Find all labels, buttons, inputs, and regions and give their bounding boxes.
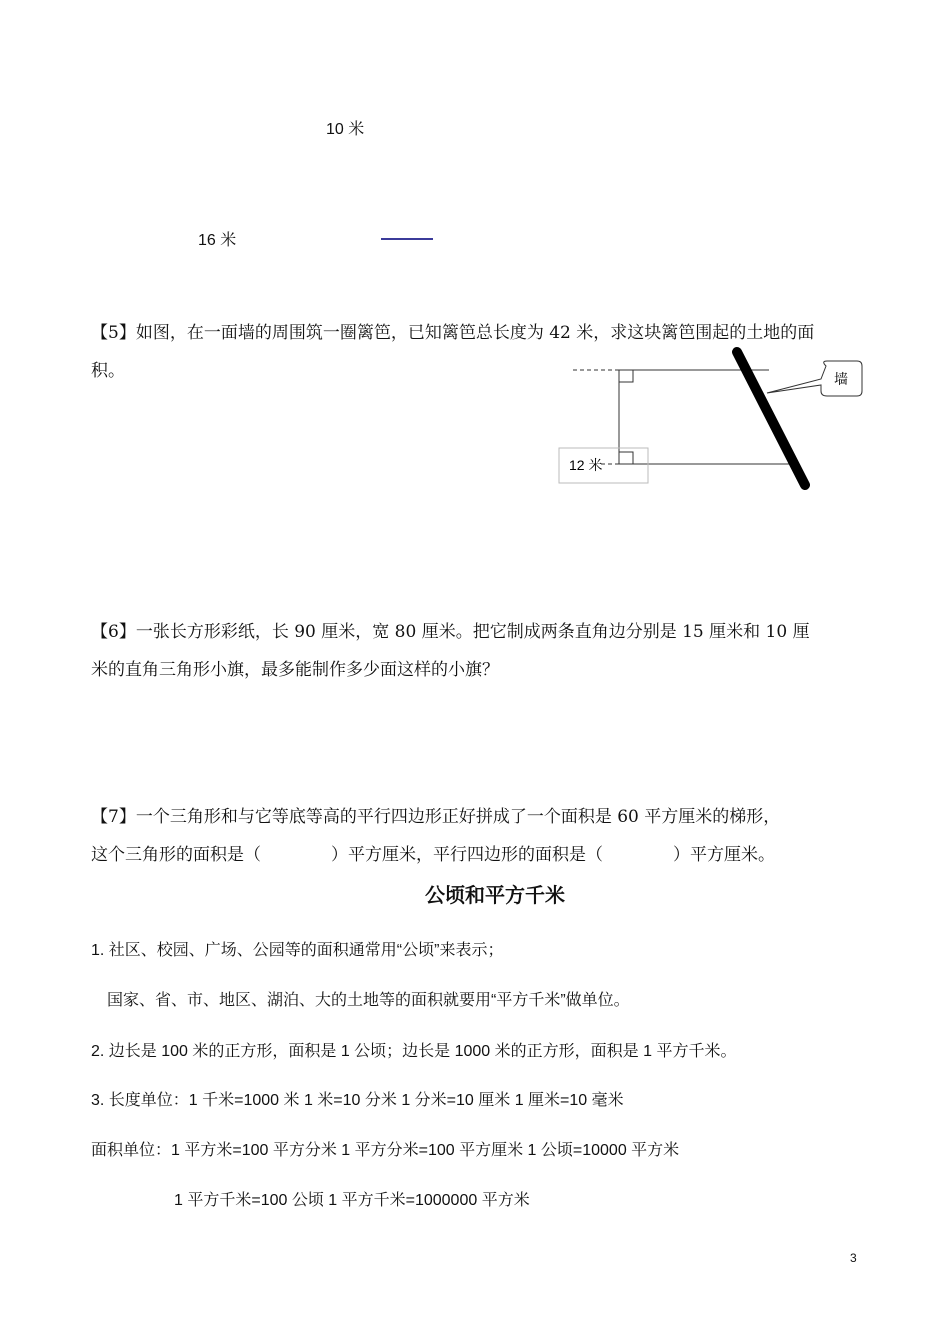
figure-label-16m: 16 米 <box>198 232 237 249</box>
section-p3: 3. 长度单位：1 千米=1000 米 1 米=10 分米 1 分米=10 厘米 1 厘米=10 毫米 <box>91 1092 624 1109</box>
section-title: 公顷和平方千米 <box>425 885 565 907</box>
q7-text-a: 这个三角形的面积是（ <box>91 845 261 865</box>
q7-text-c: ）平方厘米。 <box>673 845 775 865</box>
q5-line2: 积。 <box>91 361 125 381</box>
section-p4: 面积单位：1 平方米=100 平方分米 1 平方分米=100 平方厘米 1 公顷=10000 平方米 <box>91 1142 680 1159</box>
page-number: 3 <box>850 1251 857 1265</box>
right-angle-marker-bottom <box>619 452 633 464</box>
wall <box>737 352 805 485</box>
right-angle-marker-top <box>619 370 633 382</box>
q7-line1: 【7】一个三角形和与它等底等高的平行四边形正好拼成了一个面积是 60 平方厘米的梯形， <box>91 807 781 827</box>
section-p1b: 国家、省、市、地区、湖泊、大的土地等的面积就要用“平方千米”做单位。 <box>107 992 630 1009</box>
q5-line1: 【5】如图，在一面墙的周围筑一圈篱笆，已知篱笆总长度为 42 米，求这块篱笆围起的土地的面 <box>91 323 815 343</box>
figure-line-segment <box>381 238 433 240</box>
section-p5: 1 平方千米=100 公顷 1 平方千米=1000000 平方米 <box>174 1192 530 1209</box>
q7-text-b: ）平方厘米，平行四边形的面积是（ <box>331 845 603 865</box>
fence-wall-diagram <box>555 343 875 493</box>
section-p1: 1. 社区、校园、广场、公园等的面积通常用“公顷”来表示； <box>91 942 504 959</box>
q6-line1: 【6】一张长方形彩纸，长 90 厘米，宽 80 厘米。把它制成两条直角边分别是 15 厘米和 10 厘 <box>91 622 810 642</box>
figure-label-10m: 10 米 <box>326 121 365 138</box>
side-length-label: 12 米 <box>569 457 603 473</box>
section-p2: 2. 边长是 100 米的正方形，面积是 1 公顷；边长是 1000 米的正方形，面积是 1 平方千米。 <box>91 1043 737 1060</box>
q7-line2 <box>91 838 775 872</box>
wall-label: 墙 <box>834 371 848 387</box>
q6-line2: 米的直角三角形小旗，最多能制作多少面这样的小旗？ <box>91 660 499 680</box>
